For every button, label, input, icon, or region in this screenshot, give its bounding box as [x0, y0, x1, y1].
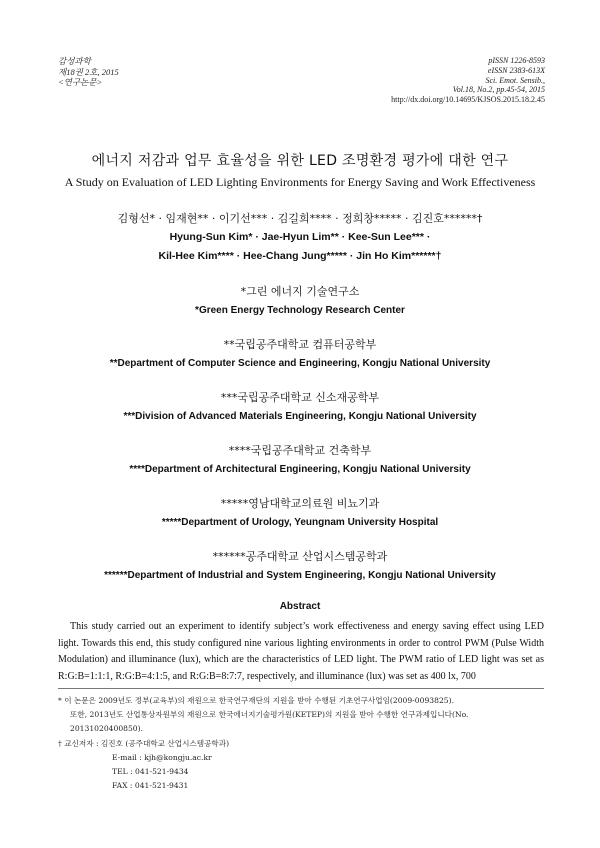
title-english: A Study on Evaluation of LED Lighting Environments for Energy Saving and Work Effectiveness — [64, 175, 536, 189]
affiliation-kr: *****영남대학교의료원 비뇨기과 — [220, 497, 380, 510]
corresponding-author: † 교신저자 : 김진호 (공주대학교 산업시스템공학과) — [58, 738, 230, 748]
affiliation-kr: ******공주대학교 산업시스템공학과 — [212, 550, 388, 563]
affiliation-5 — [0, 494, 600, 532]
affiliation-en: **Department of Computer Science and Engineering, Kongju National University — [109, 358, 491, 369]
affiliation-en: ******Department of Industrial and System Engineering, Kongju National University — [104, 570, 496, 581]
volume-en: Vol.18, No.2, pp.45-54, 2015 — [452, 85, 545, 95]
footnotes — [58, 694, 548, 793]
eissn: eISSN 2383-613X — [487, 65, 545, 75]
article-type: <연구논문> — [58, 77, 103, 87]
contact-tel: TEL : 041-521-9434 — [112, 767, 189, 777]
contact-fax: FAX : 041-521-9431 — [112, 781, 189, 791]
affiliation-en: ***Division of Advanced Materials Engineering, Kongju National University — [123, 411, 477, 422]
affiliation-en: *****Department of Urology, Yeungnam University Hospital — [161, 517, 439, 528]
abstract-heading: Abstract — [279, 601, 321, 612]
affiliation-1 — [0, 282, 600, 320]
funding-note-line1: * 이 논문은 2009년도 정부(교육부)의 재원으로 한국연구재단의 지원을 받아 수행된 기초연구사업임(2009-0093825). — [58, 696, 454, 705]
authors-english-line2: Kil-Hee Kim**** · Hee-Chang Jung***** · Jin Ho Kim******† — [158, 250, 442, 262]
affiliation-3 — [0, 388, 600, 426]
author-list — [0, 209, 600, 266]
affiliation-kr: ***국립공주대학교 신소재공학부 — [220, 391, 380, 404]
funding-note-line2: 또한, 2013년도 산업통상자원부의 재원으로 한국에너지기술평가원(KETEP)의 지원을 받아 수행한 연구과제입니다(No. — [70, 710, 469, 720]
affiliation-kr: ****국립공주대학교 건축학부 — [228, 444, 372, 457]
footnote-divider — [58, 688, 544, 689]
affiliation-6 — [0, 547, 600, 585]
funding-note-line3: 20131020400850). — [70, 724, 144, 734]
volume-kr: 제18권 2호, 2015 — [58, 66, 119, 77]
affiliation-kr: *그린 에너지 기술연구소 — [240, 285, 360, 298]
doi-link[interactable]: http://dx.doi.org/10.14695/KJSOS.2015.18.2.45 — [391, 95, 545, 105]
contact-email[interactable]: E-mail : kjh@kongju.ac.kr — [112, 752, 212, 762]
journal-name-kr: 감성과학 — [58, 56, 91, 66]
pissn: pISSN 1226-8593 — [488, 56, 545, 65]
affiliation-4 — [0, 441, 600, 479]
affiliation-en: ****Department of Architectural Engineering, Kongju National University — [129, 464, 471, 475]
journal-name-en: Sci. Emot. Sensib., — [485, 75, 545, 85]
affiliation-2 — [0, 335, 600, 373]
affiliation-kr: **국립공주대학교 컴퓨터공학부 — [223, 338, 377, 351]
title-korean: 에너지 저감과 업무 효율성을 위한 LED 조명환경 평가에 대한 연구 — [91, 153, 509, 169]
journal-header-right — [391, 56, 545, 105]
journal-header-left — [58, 56, 119, 88]
authors-korean: 김형선* · 임재현** · 이기선*** · 김길희**** · 정희창***** · 김진호******† — [117, 212, 483, 225]
authors-english-line1: Hyung-Sun Kim* · Jae-Hyun Lim** · Kee-Sun Lee*** · — [169, 231, 431, 243]
abstract-text: This study carried out an experiment to identify subject’s work effectiveness and energy saving effect using LED light. Towards this end, this study configured nine various lighting environments in order to control PWM (Pulse Width Modulation) and illuminance (lux), which are the characteristics of LED light. The PWM ratio of LED light was set as R:G:B=1:1:1, R:G:B=4:1:5, and R:G:B=8:7:7, respectively, and illuminance (lux) was set as 400 lx, 700 — [58, 621, 544, 682]
affiliation-en: *Green Energy Technology Research Center — [195, 305, 405, 316]
